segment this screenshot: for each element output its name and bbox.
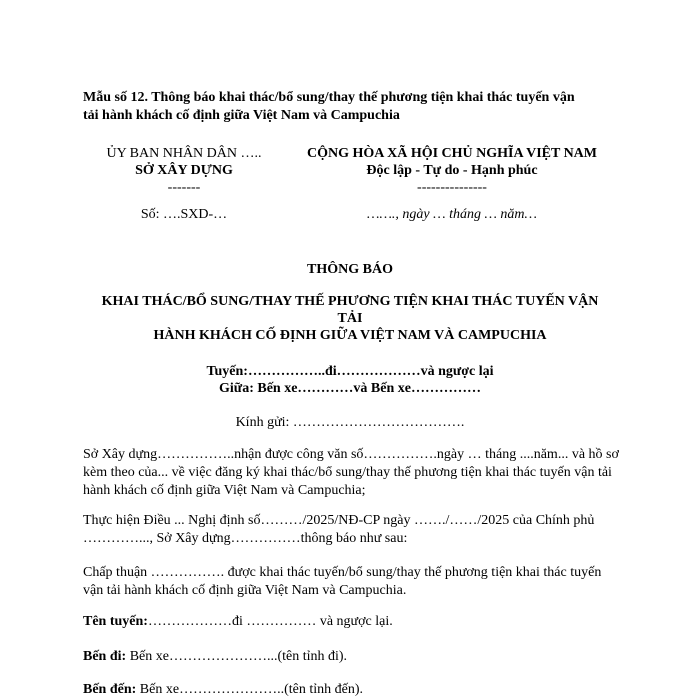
document-number: Số: ….SXD-…	[140, 207, 228, 222]
national-divider: ---------------	[417, 180, 487, 195]
national-title: CỘNG HÒA XÃ HỘI CHỦ NGHĨA VIỆT NAM	[306, 146, 597, 161]
document-type-heading: THÔNG BÁO	[307, 262, 393, 277]
document-date: ……., ngày … tháng … năm…	[367, 207, 537, 222]
paragraph-approval: Chấp thuận ……………. được khai thác tuyến/bổ sung/thay thế phương tiện khai thác tuyến vận tải hành khách cố định giữa Việt Nam và Campuchia.	[83, 565, 602, 598]
form-title-line-1: Mẫu số 12. Thông báo khai thác/bổ sung/thay thế phương tiện khai thác tuyến vận	[83, 90, 575, 105]
subject-line-1: KHAI THÁC/BỔ SUNG/THAY THẾ PHƯƠNG TIỆN KHAI THÁC TUYẾN VẬN	[101, 294, 599, 309]
arrival-station-row	[83, 682, 363, 698]
issuer-department: SỞ XÂY DỰNG	[135, 163, 233, 178]
paragraph-received: Sở Xây dựng……………..nhận được công văn số…………….ngày … tháng ....năm... và hồ sơ kèm theo của... về việc đăng ký khai thác/bổ sung/thay thế phương tiện khai thác tuyến vận tải hành khách cố định giữa Việt Nam và Campuchia;	[83, 447, 619, 498]
form-title-line-2: tải hành khách cố định giữa Việt Nam và Campuchia	[83, 108, 400, 123]
between-stations-line: Giữa: Bến xe…………và Bến xe……………	[219, 381, 481, 396]
national-motto: Độc lập - Tự do - Hạnh phúc	[366, 163, 538, 178]
departure-label: Bến đi:	[83, 649, 127, 664]
arrival-value: Bến xe…………………..(tên tỉnh đến).	[136, 682, 363, 697]
subject-line-2: TẢI	[337, 311, 363, 326]
departure-station-row	[83, 649, 347, 665]
route-name-row	[83, 614, 393, 630]
paragraph-implementation: Thực hiện Điều ... Nghị định số………/2025/NĐ-CP ngày ……./……/2025 của Chính phủ …………..., Sở Xây dựng……………thông báo như sau:	[83, 513, 595, 546]
subject-line-3: HÀNH KHÁCH CỐ ĐỊNH GIỮA VIỆT NAM VÀ CAMPUCHIA	[153, 328, 547, 343]
recipient-line: Kính gửi: ……………………………….	[235, 415, 465, 430]
arrival-label: Bến đến:	[83, 682, 137, 697]
route-line: Tuyến:……………..đi………………và ngược lại	[206, 364, 494, 379]
issuer-authority: ỦY BAN NHÂN DÂN …..	[106, 146, 262, 161]
route-name-label: Tên tuyến:	[83, 614, 148, 629]
route-name-value: ………………đi …………… và ngược lại.	[147, 614, 393, 629]
departure-value: Bến xe…………………...(tên tỉnh đi).	[126, 649, 348, 664]
issuer-divider: -------	[167, 180, 201, 195]
